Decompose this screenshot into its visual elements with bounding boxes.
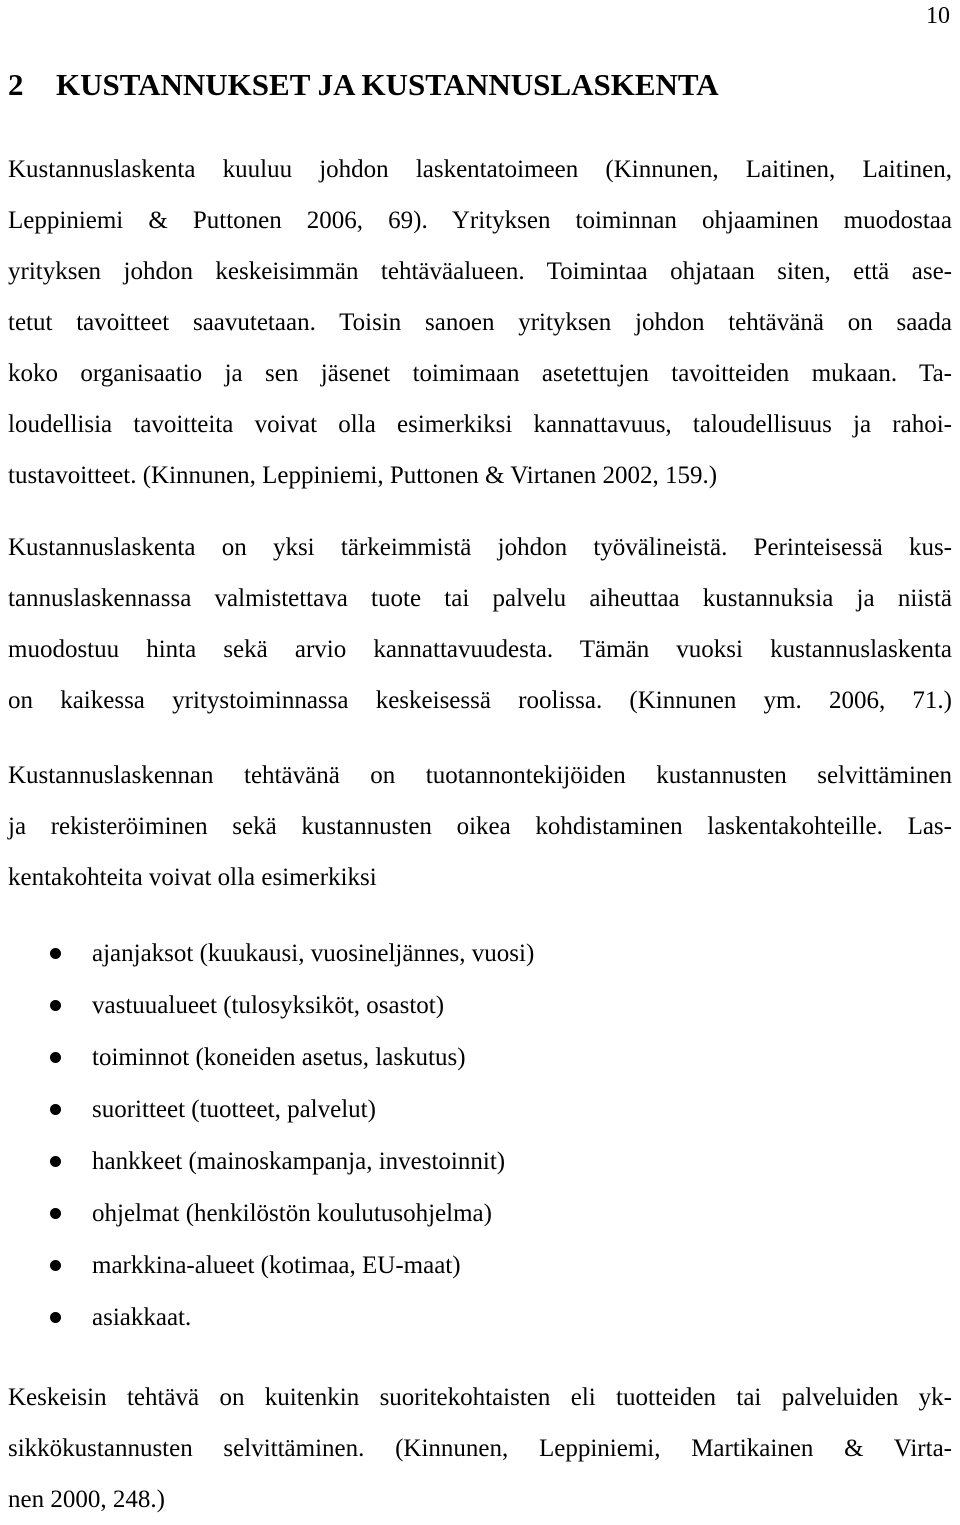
paragraph-line: tetut tavoitteet saavutetaan. Toisin sanoen yrityksen johdon tehtävänä on saada: [8, 309, 952, 336]
bullet-list: [0, 928, 944, 1344]
paragraph-line: nen 2000, 248.): [8, 1486, 165, 1513]
paragraph-line: tannuslaskennassa valmistettava tuote tai palvelu aiheuttaa kustannuksia ja niistä: [8, 585, 952, 612]
paragraph-line: Kustannuslaskenta on yksi tärkeimmistä johdon työvälineistä. Perinteisessä kus-: [8, 534, 952, 561]
paragraph-line: loudellisia tavoitteita voivat olla esimerkiksi kannattavuus, taloudellisuus ja rahoi-: [8, 411, 952, 438]
chapter-title: KUSTANNUKSET JA KUSTANNUSLASKENTA: [56, 67, 719, 102]
bullet-icon: [50, 1156, 61, 1167]
paragraph-3: [8, 750, 952, 903]
paragraph-line: Kustannuslaskenta kuuluu johdon laskentatoimeen (Kinnunen, Laitinen, Laitinen,: [8, 156, 952, 183]
chapter-heading: [8, 66, 719, 104]
list-item: [0, 1136, 944, 1188]
paragraph-line: tustavoitteet. (Kinnunen, Leppiniemi, Puttonen & Virtanen 2002, 159.): [8, 462, 718, 489]
list-item: [0, 1188, 944, 1240]
bullet-icon: [50, 948, 61, 959]
paragraph-line: Leppiniemi & Puttonen 2006, 69). Yrityksen toiminnan ohjaaminen muodostaa: [8, 207, 952, 234]
bullet-icon: [50, 1052, 61, 1063]
bullet-icon: [50, 1104, 61, 1115]
paragraph-line: sikkökustannusten selvittäminen. (Kinnunen, Leppiniemi, Martikainen & Virta-: [8, 1435, 952, 1462]
paragraph-1: [8, 144, 952, 501]
chapter-number: 2: [8, 67, 24, 102]
list-item-text: suoritteet (tuotteet, palvelut): [92, 1096, 376, 1123]
bullet-icon: [50, 1312, 61, 1323]
paragraph-line: koko organisaatio ja sen jäsenet toimimaan asetettujen tavoitteiden mukaan. Ta-: [8, 360, 952, 387]
list-item-text: asiakkaat.: [92, 1304, 192, 1331]
list-item: [0, 1084, 944, 1136]
page-number: 10: [926, 3, 950, 29]
paragraph-2: [8, 522, 952, 726]
bullet-icon: [50, 1000, 61, 1011]
list-item: [0, 1032, 944, 1084]
paragraph-line: muodostuu hinta sekä arvio kannattavuudesta. Tämän vuoksi kustannuslaskenta: [8, 636, 952, 663]
list-item-text: ajanjaksot (kuukausi, vuosineljännes, vuosi): [92, 940, 535, 967]
paragraph-line: yrityksen johdon keskeisimmän tehtäväalueen. Toimintaa ohjataan siten, että ase-: [8, 258, 952, 285]
list-item-text: ohjelmat (henkilöstön koulutusohjelma): [92, 1200, 492, 1227]
list-item-text: vastuualueet (tulosyksiköt, osastot): [92, 992, 445, 1019]
bullet-icon: [50, 1260, 61, 1271]
paragraph-line: kentakohteita voivat olla esimerkiksi: [8, 864, 377, 891]
paragraph-line: ja rekisteröiminen sekä kustannusten oikea kohdistaminen laskentakohteille. Las-: [8, 813, 952, 840]
paragraph-line: Keskeisin tehtävä on kuitenkin suoritekohtaisten eli tuotteiden tai palveluiden yk-: [8, 1384, 952, 1411]
paragraph-4: [8, 1372, 952, 1525]
list-item-text: toiminnot (koneiden asetus, laskutus): [92, 1044, 466, 1071]
list-item: [0, 1292, 944, 1344]
list-item-text: hankkeet (mainoskampanja, investoinnit): [92, 1148, 506, 1175]
paragraph-line: Kustannuslaskennan tehtävänä on tuotannontekijöiden kustannusten selvittäminen: [8, 762, 952, 789]
list-item-text: markkina-alueet (kotimaa, EU-maat): [92, 1252, 461, 1279]
paragraph-line: on kaikessa yritystoiminnassa keskeisessä roolissa. (Kinnunen ym. 2006, 71.): [8, 687, 952, 714]
list-item: [0, 1240, 944, 1292]
list-item: [0, 928, 944, 980]
bullet-icon: [50, 1208, 61, 1219]
list-item: [0, 980, 944, 1032]
